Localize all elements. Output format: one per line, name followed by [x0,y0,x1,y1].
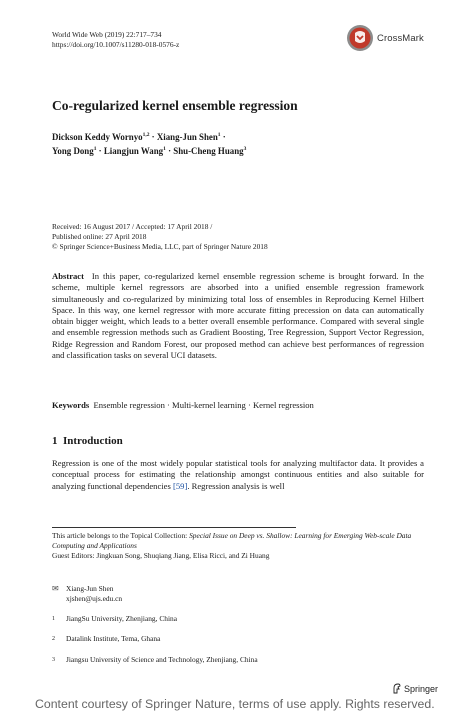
author-name[interactable]: Dickson Keddy Wornyo [52,131,143,142]
author-affiliation-mark: 3 [243,145,247,152]
keywords-label: Keywords [52,400,90,410]
crossmark-icon [346,24,374,52]
section-title: Introduction [63,435,123,447]
author-list: Dickson Keddy Wornyo$^{1,2}$ · Xiang-Jun Shen$^1$ · Yong Dong$^1$ · Liangjun Wang$^1$ · Shu-Cheng Huang$^3$ [52,131,247,156]
publication-dates [52,222,268,253]
received-accepted: Received: 16 August 2017 / Accepted: 17 April 2018 / [52,222,213,231]
affiliation-number: 1 [52,616,55,622]
article-title: Co-regularized kernel ensemble regression [52,98,298,113]
correspondence [52,584,122,604]
keywords-text: Ensemble regression · Multi-kernel learning · Kernel regression [93,400,314,410]
author-affiliation-mark: 1 [217,132,221,138]
affiliation-item [52,614,177,624]
section-number: 1 [52,435,58,447]
affiliation-text: Datalink Institute, Tema, Ghana [66,634,161,643]
author-name[interactable]: Xiang-Jun Shen [156,131,218,142]
doi-link[interactable]: https://doi.org/10.1007/s11280-018-0576-z [52,40,180,49]
corresponding-email[interactable]: xjshen@ujs.edu.cn [66,594,123,603]
publisher-name: Springer [404,683,439,694]
affiliation-text: JiangSu University, Zhenjiang, China [66,614,177,623]
author-affiliation-mark: 1 [163,145,166,152]
affiliation-item [52,655,258,665]
collection-title: Special Issue on Deep vs. Shallow: Learning for Emerging Web-scale Data Computing and Applications [52,531,412,551]
affiliation-text: Jiangsu University of Science and Technology, Zhenjiang, China [66,655,258,664]
author-name[interactable]: Liangjun Wang [103,145,164,156]
citation-link[interactable]: [59] [172,480,188,491]
footnote-divider [52,527,296,528]
journal-header [52,30,179,50]
springer-horse-icon [392,683,402,694]
author-affiliation-mark: 1,2 [142,132,150,138]
copyright: © Springer Science+Business Media, LLC, part of Springer Nature 2018 [52,242,268,252]
crossmark-badge[interactable] [346,24,424,52]
guest-editors: Guest Editors: Jingkuan Song, Shuqiang Jiang, Elisa Ricci, and Zi Huang [52,551,270,561]
author-name[interactable]: Yong Dong [52,145,94,156]
author-name[interactable]: Shu-Cheng Huang [173,145,244,156]
introduction-paragraph: Regression is one of the most widely popular statistical tools for analyzing multifactor data. It provides a conceptual process for estimating the relationship amongst continuous entities and also suitable for analyzing functional dependencies [59]. Regression analysis is well [52,458,424,491]
published-online: Published online: 27 April 2018 [52,232,147,242]
courtesy-watermark: Content courtesy of Springer Nature, terms of use apply. Rights reserved. [35,697,435,711]
affiliation-number: 2 [52,636,55,642]
abstract-text: In this paper, co-regularized kernel ensemble regression scheme is brought forward. In the scheme, multiple kernel regressors are absorbed into a unified ensemble regression framework simultaneously and co-regularized by minimizing total loss of ensembles in Reproducing Kernel Hilbert Space. In this way, one kernel regressor with more accurate fitting precession on data can automatically obtain bigger weight, which leads to a better overall ensemble performance. Compared with several single and ensemble regression methods such as Gradient Boosting, Tree Regression, Support Vector Regression, Ridge Regression and Random Forest, our proposed method can achieve best performances of regression and classification tasks on several UCI datasets. [52,271,424,361]
publisher-logo [392,683,438,694]
affiliation-item [52,634,160,644]
author-affiliation-mark: 1 [93,145,97,152]
journal-citation: World Wide Web (2019) 22:717–734 [52,30,162,39]
affiliation-number: 3 [52,657,55,663]
abstract-label: Abstract [52,271,84,281]
section-heading [52,435,123,447]
crossmark-label: CrossMark [377,32,424,44]
corresponding-author: Xiang-Jun Shen [66,584,114,593]
collection-footnote: This article belongs to the Topical Collection: Special Issue on Deep vs. Shallow: Learning for Emerging Web-scale Data Computing and Applications Guest Editors: Jingkuan Song, Shuqiang Jiang, Elisa Ricci, and Zi Huang [52,531,424,562]
abstract [52,271,424,361]
envelope-icon: ✉ [52,584,59,593]
keywords [52,400,424,410]
